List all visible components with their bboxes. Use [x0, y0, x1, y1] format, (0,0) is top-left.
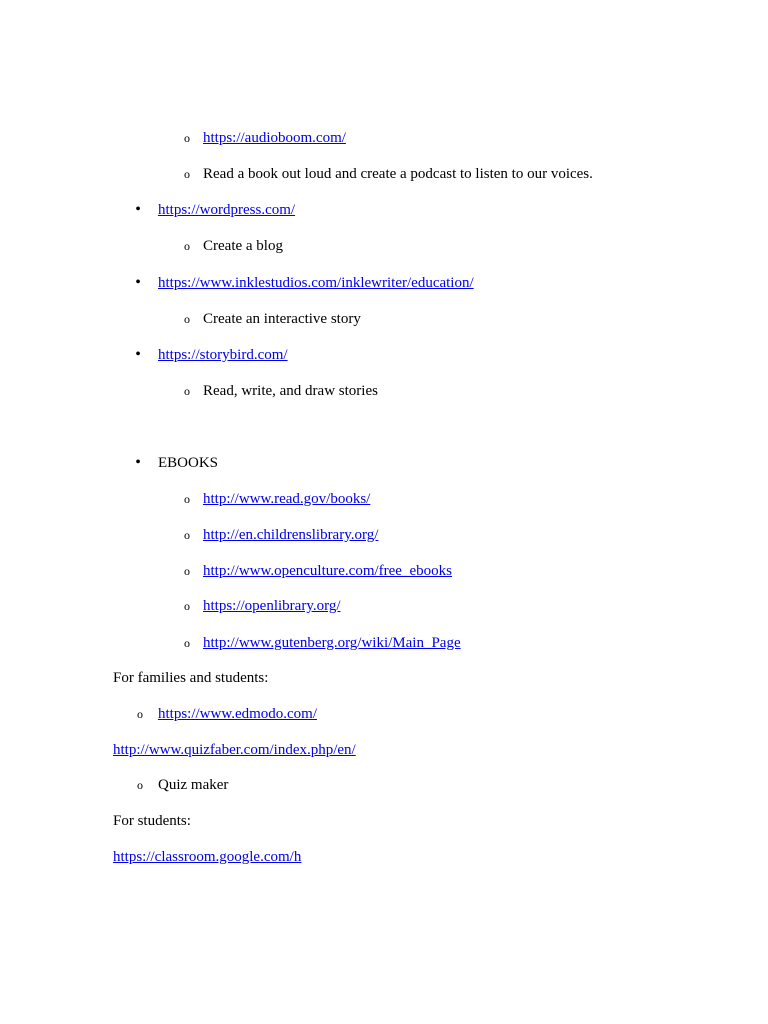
link-inklestudios[interactable]: https://www.inklestudios.com/inklewriter/education/ [158, 275, 474, 291]
hollow-bullet-icon: o [184, 312, 190, 326]
hollow-bullet-icon: o [184, 564, 190, 578]
link-read-gov[interactable]: http://www.read.gov/books/ [203, 491, 371, 507]
link-gutenberg[interactable]: http://www.gutenberg.org/wiki/Main_Page [203, 635, 461, 651]
link-wordpress[interactable]: https://wordpress.com/ [158, 202, 296, 218]
hollow-bullet-icon: o [184, 636, 190, 650]
link-audioboom[interactable]: https://audioboom.com/ [203, 130, 346, 146]
hollow-bullet-icon: o [184, 239, 190, 253]
section-heading-ebooks: EBOOKS [158, 455, 219, 471]
link-storybird[interactable]: https://storybird.com/ [158, 347, 288, 363]
hollow-bullet-icon: o [137, 778, 143, 792]
link-childrenslibrary[interactable]: http://en.childrenslibrary.org/ [203, 527, 379, 543]
list-item-text: Read, write, and draw stories [203, 383, 378, 399]
hollow-bullet-icon: o [184, 528, 190, 542]
paragraph-text: For families and students: [113, 670, 269, 686]
bullet-icon: • [135, 454, 141, 471]
hollow-bullet-icon: o [184, 384, 190, 398]
bullet-icon: • [135, 201, 141, 218]
link-quizfaber[interactable]: http://www.quizfaber.com/index.php/en/ [113, 742, 356, 758]
hollow-bullet-icon: o [137, 707, 143, 721]
bullet-icon: • [135, 274, 141, 291]
list-item-text: Quiz maker [158, 777, 229, 793]
hollow-bullet-icon: o [184, 167, 190, 181]
paragraph-text: For students: [113, 813, 191, 829]
hollow-bullet-icon: o [184, 599, 190, 613]
link-openlibrary[interactable]: https://openlibrary.org/ [203, 598, 341, 614]
list-item-text: Create an interactive story [203, 311, 361, 327]
list-item-text: Create a blog [203, 238, 283, 254]
hollow-bullet-icon: o [184, 492, 190, 506]
hollow-bullet-icon: o [184, 131, 190, 145]
link-edmodo[interactable]: https://www.edmodo.com/ [158, 706, 318, 722]
link-openculture[interactable]: http://www.openculture.com/free_ebooks [203, 563, 452, 579]
bullet-icon: • [135, 346, 141, 363]
list-item-text: Read a book out loud and create a podcast to listen to our voices. [203, 166, 593, 182]
link-google-classroom[interactable]: https://classroom.google.com/h [113, 849, 302, 865]
